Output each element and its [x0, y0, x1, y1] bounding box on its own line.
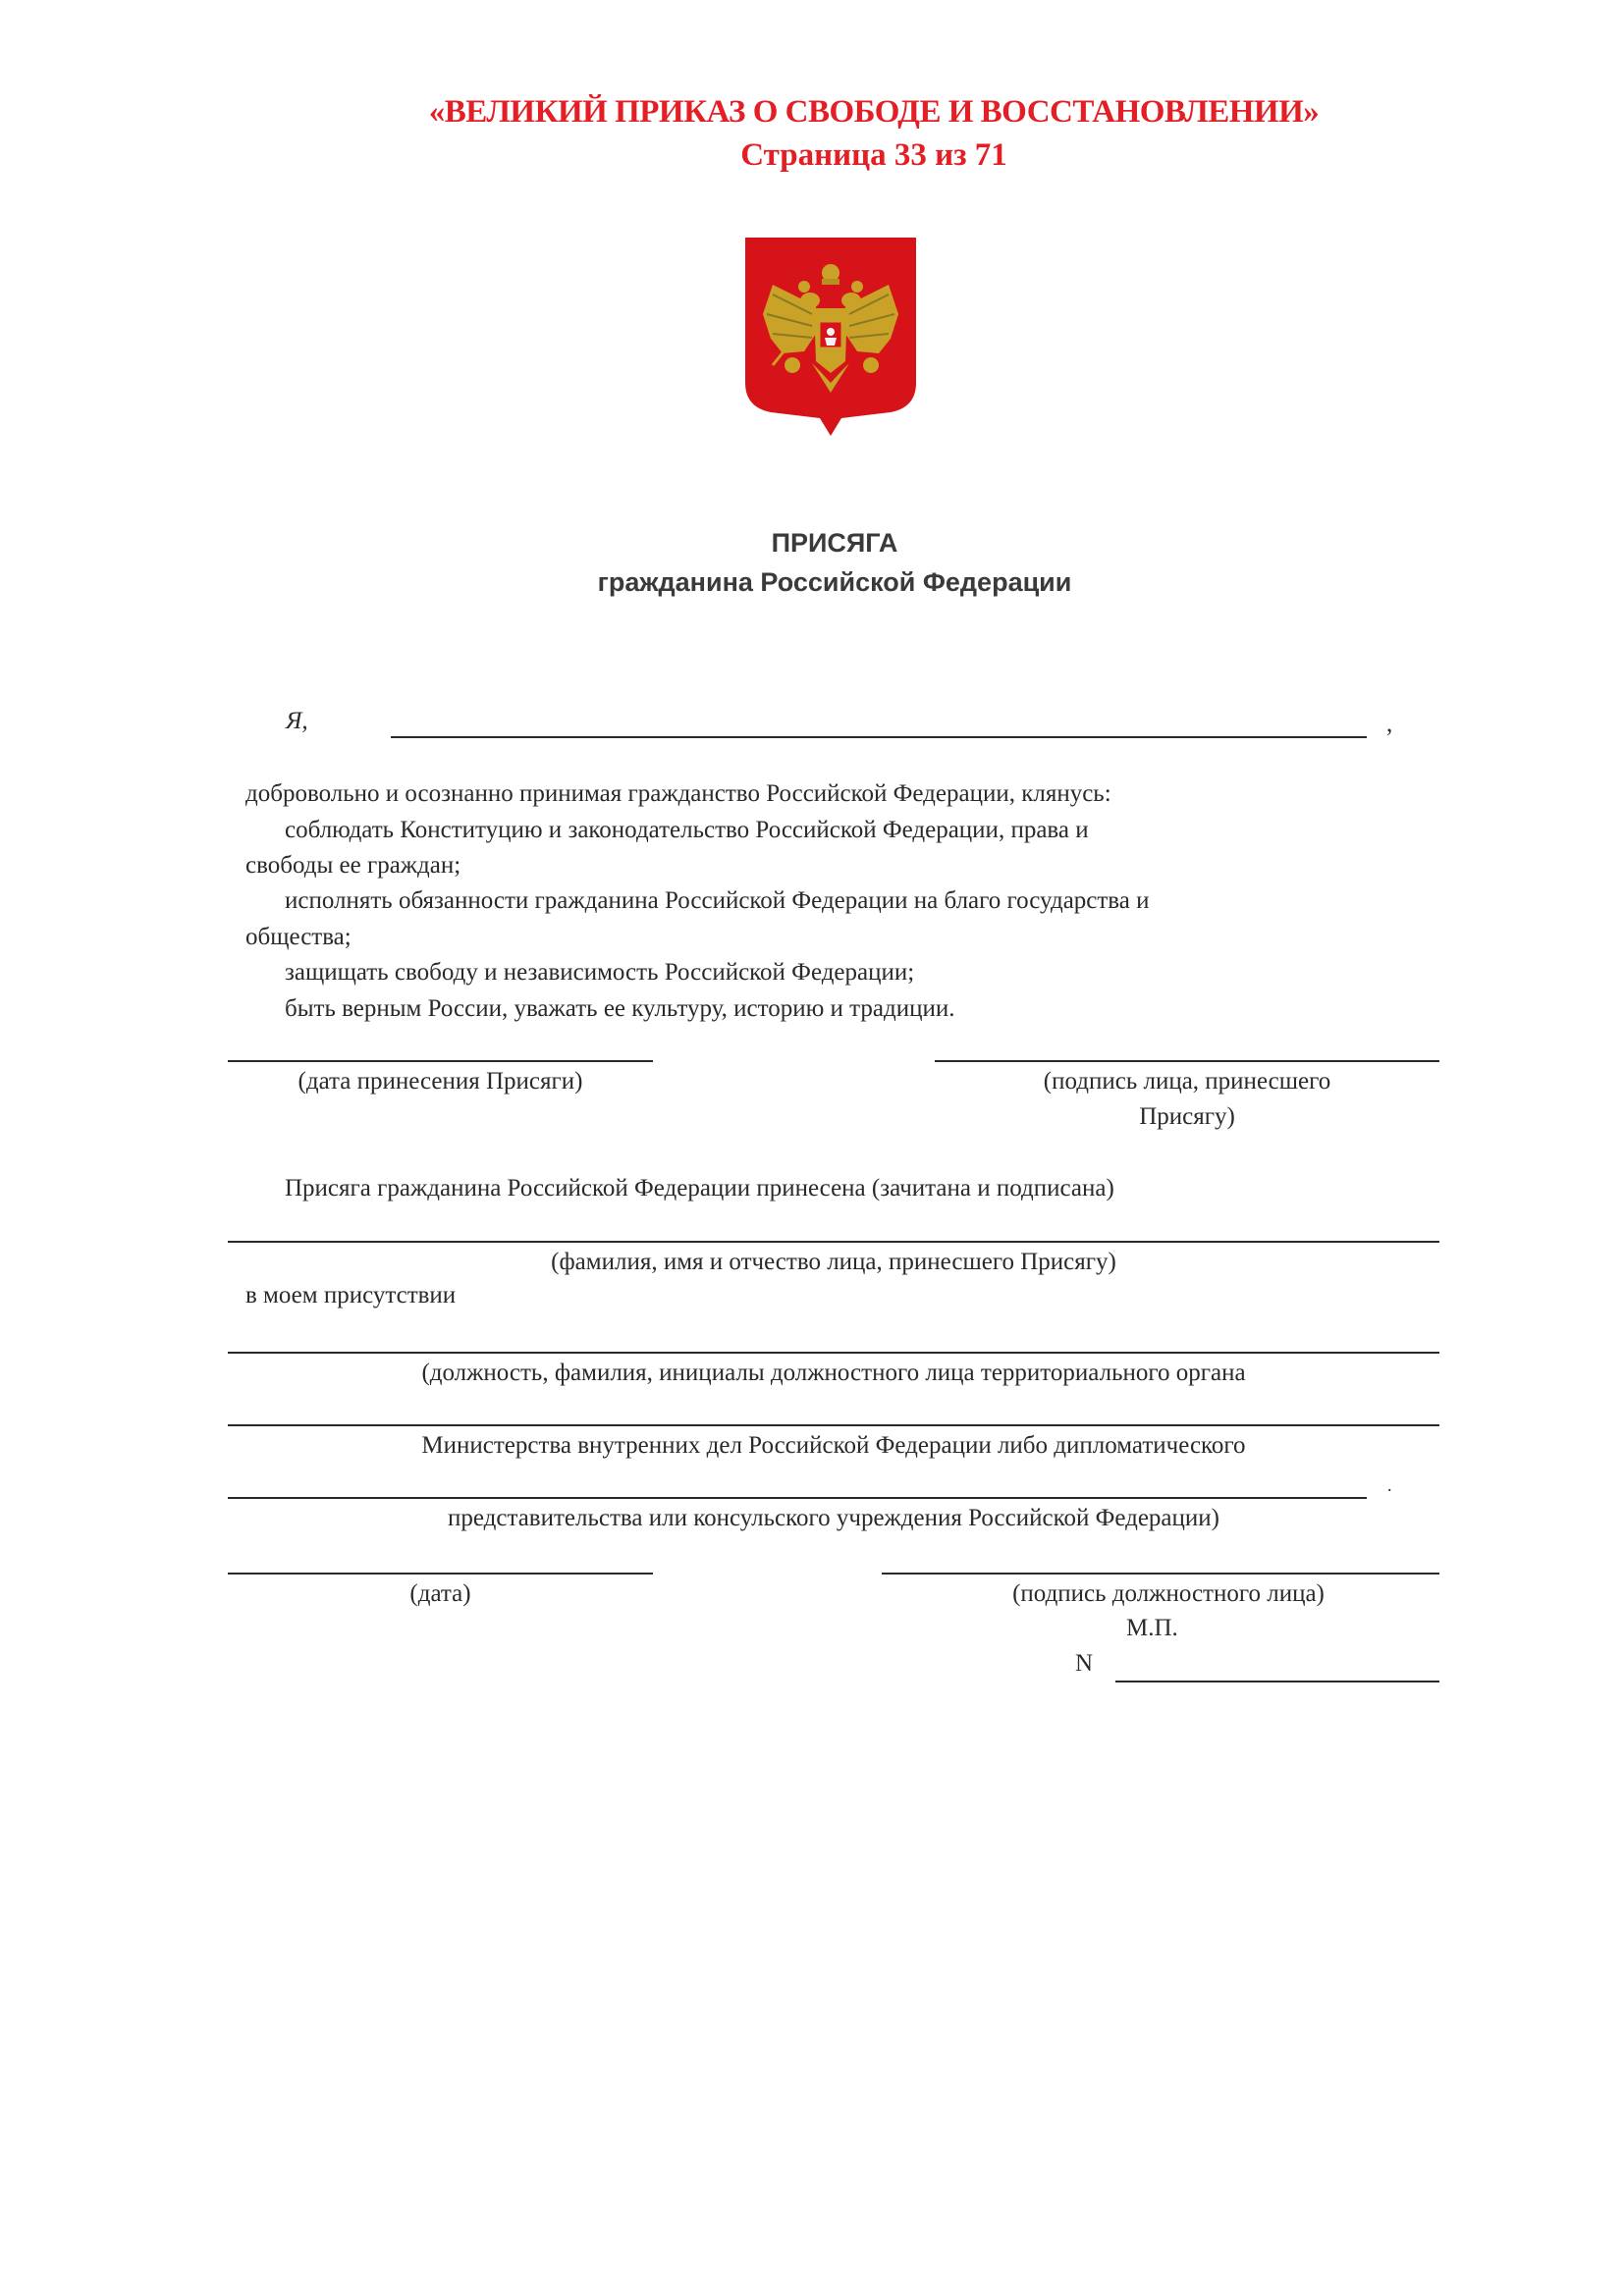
- official-caption-line: Министерства внутренних дел Российской Федерации либо дипломатического: [421, 1432, 1246, 1459]
- oath-date-caption: (дата принесения Присяги): [298, 1068, 583, 1095]
- official-date-caption: (дата): [409, 1580, 471, 1607]
- number-field-line[interactable]: [1115, 1681, 1439, 1682]
- page-indicator: Страница 33 из 71: [740, 137, 1007, 173]
- oath-intro: добровольно и осознанно принимая гражданство Российской Федерации, клянусь:: [245, 780, 1111, 807]
- russian-coat-of-arms-icon: [743, 236, 918, 438]
- oath-title: ПРИСЯГА: [771, 528, 898, 558]
- oath-signature-caption: (подпись лица, принесшего: [1043, 1068, 1331, 1095]
- official-signature-line[interactable]: [882, 1573, 1439, 1575]
- document-header-title: «ВЕЛИКИЙ ПРИКАЗ О СВОБОДЕ И ВОССТАНОВЛЕНИИ»: [428, 94, 1320, 130]
- stamp-label: М.П.: [1126, 1615, 1178, 1641]
- official-line-trailing-mark: .: [1387, 1475, 1392, 1495]
- vow-line: исполнять обязанности гражданина Российской Федерации на благо государства и: [285, 887, 1150, 914]
- official-caption-line: (должность, фамилия, инициалы должностного лица территориального органа: [421, 1360, 1246, 1386]
- official-date-line[interactable]: [228, 1573, 653, 1575]
- fio-line[interactable]: [228, 1241, 1439, 1243]
- official-line-2[interactable]: [228, 1424, 1439, 1426]
- official-statement: Присяга гражданина Российской Федерации принесена (зачитана и подписана): [285, 1175, 1114, 1201]
- name-field-trailing-mark: ,: [1386, 711, 1393, 737]
- oath-signature-line[interactable]: [935, 1060, 1439, 1062]
- oath-subtitle: гражданина Российской Федерации: [597, 567, 1072, 597]
- vow-line: быть верным России, уважать ее культуру, историю и традиции.: [285, 995, 955, 1022]
- vow-line: свободы ее граждан;: [245, 852, 461, 879]
- vow-line: соблюдать Конституцию и законодательство Российской Федерации, права и: [285, 817, 1089, 843]
- official-signature-caption: (подпись должностного лица): [1012, 1580, 1325, 1607]
- vow-line: защищать свободу и независимость Российской Федерации;: [285, 959, 915, 986]
- vow-line: общества;: [245, 924, 352, 950]
- oath-signature-caption-cont: Присягу): [1139, 1103, 1235, 1130]
- official-line-3[interactable]: [228, 1497, 1367, 1499]
- number-label: N: [1075, 1650, 1094, 1677]
- oath-date-line[interactable]: [228, 1060, 653, 1062]
- name-field-line[interactable]: [391, 736, 1367, 738]
- name-prefix: Я,: [286, 708, 308, 734]
- presence-label: в моем присутствии: [245, 1282, 457, 1308]
- official-caption-line: представительства или консульского учреждения Российской Федерации): [448, 1505, 1219, 1531]
- official-line-1[interactable]: [228, 1352, 1439, 1354]
- fio-caption: (фамилия, имя и отчество лица, принесшего Присягу): [551, 1249, 1116, 1275]
